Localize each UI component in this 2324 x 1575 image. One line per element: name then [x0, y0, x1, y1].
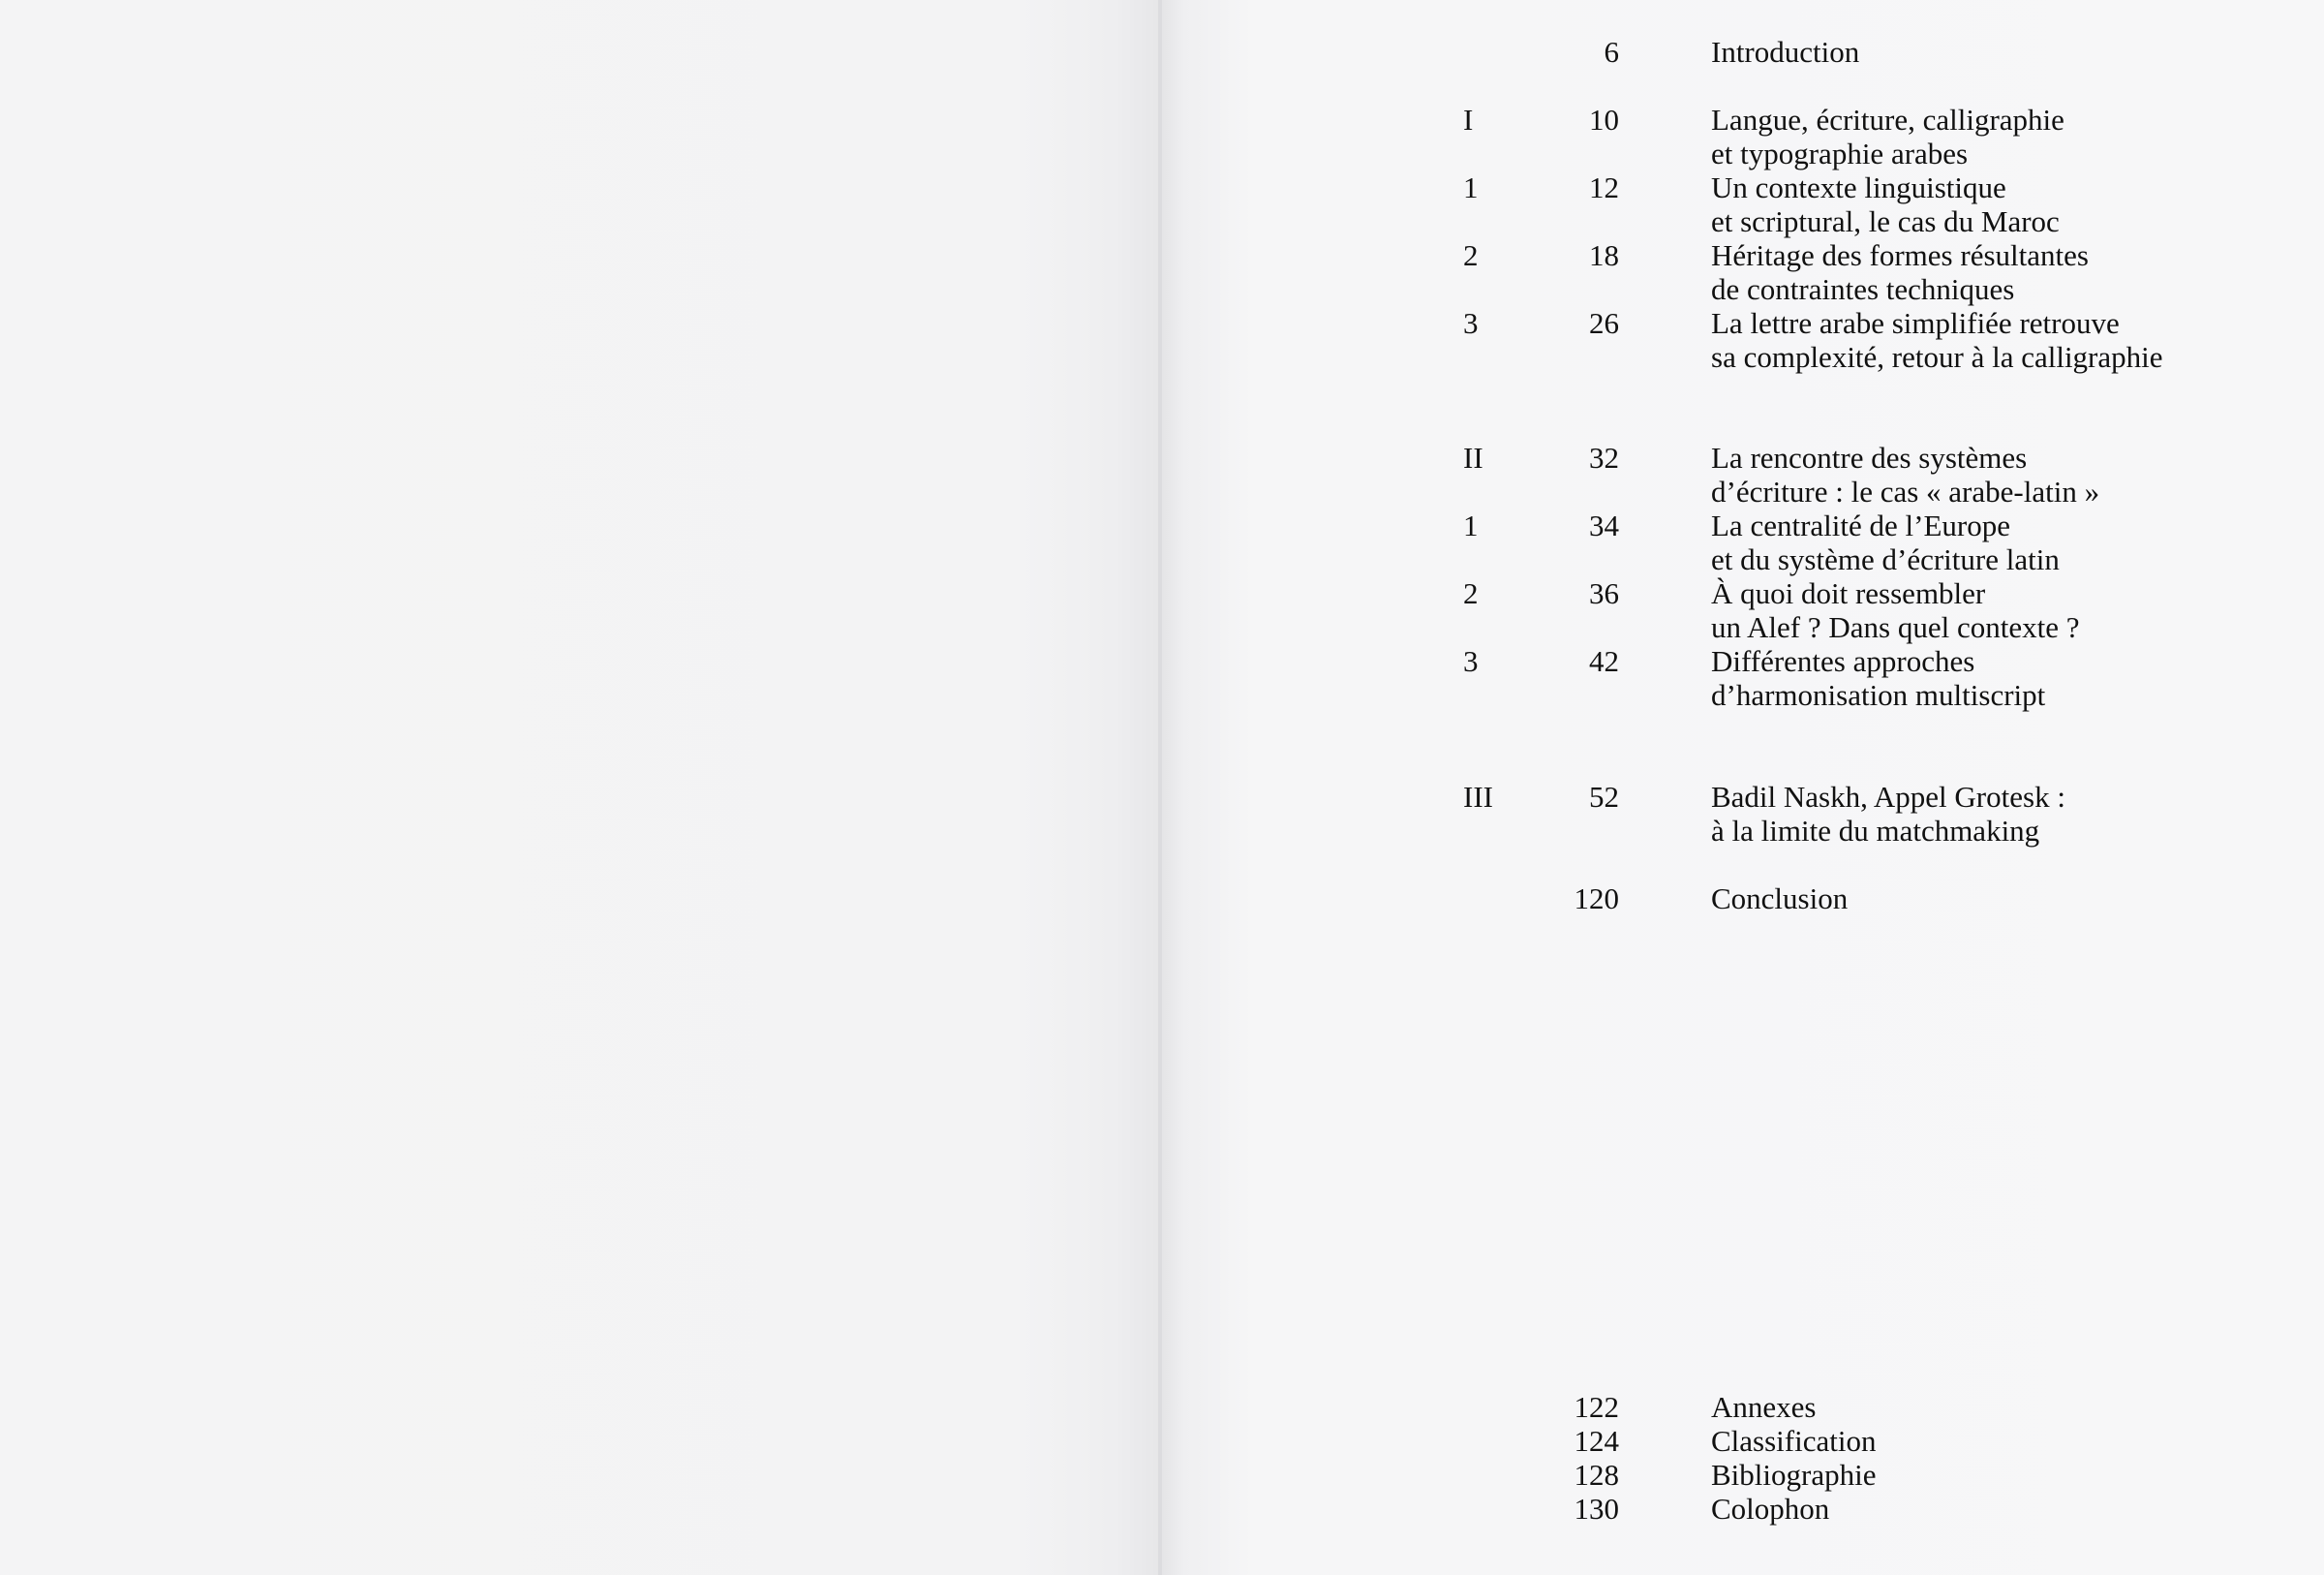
page-number: 36 — [1589, 576, 1619, 610]
title-line: La centralité de l’Europe — [1711, 509, 2010, 542]
title-line: Différentes approches — [1711, 644, 1975, 678]
chapter-title — [1711, 238, 2292, 306]
part-title — [1711, 780, 2292, 848]
chapter-number: 3 — [1463, 644, 1479, 678]
title-line: À quoi doit ressembler — [1711, 576, 1986, 610]
page-number: 26 — [1589, 306, 1619, 340]
title-line: Annexes — [1711, 1390, 1817, 1424]
page-number: 34 — [1589, 509, 1619, 542]
part-number: I — [1463, 103, 1474, 137]
title-line: de contraintes techniques — [1711, 272, 2015, 306]
title-line: à la limite du matchmaking — [1711, 814, 2040, 848]
title-line: d’harmonisation multiscript — [1711, 678, 2046, 712]
entry-title — [1711, 1458, 2292, 1492]
title-line: Introduction — [1711, 35, 1860, 69]
page-number: 12 — [1589, 170, 1619, 204]
chapter-title — [1711, 170, 2292, 238]
title-line: La rencontre des systèmes — [1711, 441, 2028, 475]
page-number: 6 — [1604, 35, 1619, 69]
title-line: La lettre arabe simplifiée retrouve — [1711, 306, 2120, 340]
chapter-title — [1711, 306, 2292, 374]
chapter-title — [1711, 509, 2292, 576]
page-number: 124 — [1574, 1424, 1619, 1458]
title-line: Classification — [1711, 1424, 1877, 1458]
page-number: 52 — [1589, 780, 1619, 814]
part-number: III — [1463, 780, 1493, 814]
part-title — [1711, 441, 2292, 509]
title-line: et typographie arabes — [1711, 137, 1969, 170]
title-line: sa complexité, retour à la calligraphie — [1711, 340, 2163, 374]
page-number: 128 — [1574, 1458, 1619, 1492]
title-line: un Alef ? Dans quel contexte ? — [1711, 610, 2080, 644]
chapter-number: 1 — [1463, 509, 1479, 542]
title-line: Badil Naskh, Appel Grotesk : — [1711, 780, 2065, 814]
chapter-title — [1711, 576, 2292, 644]
title-line: Conclusion — [1711, 881, 1849, 915]
page-number: 18 — [1589, 238, 1619, 272]
entry-title — [1711, 1492, 2292, 1526]
entry-title — [1711, 35, 2292, 69]
page-number: 122 — [1574, 1390, 1619, 1424]
entry-title — [1711, 1390, 2292, 1424]
title-line: et du système d’écriture latin — [1711, 542, 2060, 576]
chapter-number: 1 — [1463, 170, 1479, 204]
page-number: 32 — [1589, 441, 1619, 475]
title-line: d’écriture : le cas « arabe-latin » — [1711, 475, 2100, 509]
chapter-title — [1711, 644, 2292, 712]
title-line: Héritage des formes résultantes — [1711, 238, 2089, 272]
part-number: II — [1463, 441, 1483, 475]
chapter-number: 3 — [1463, 306, 1479, 340]
title-line: Langue, écriture, calligraphie — [1711, 103, 2064, 137]
page-number: 42 — [1589, 644, 1619, 678]
title-line: Colophon — [1711, 1492, 1830, 1526]
title-line: Bibliographie — [1711, 1458, 1877, 1492]
page-number: 120 — [1574, 881, 1619, 915]
entry-title — [1711, 1424, 2292, 1458]
chapter-number: 2 — [1463, 576, 1479, 610]
page-number: 10 — [1589, 103, 1619, 137]
title-line: et scriptural, le cas du Maroc — [1711, 204, 2060, 238]
part-title — [1711, 103, 2292, 170]
entry-title — [1711, 881, 2292, 915]
page-number: 130 — [1574, 1492, 1619, 1526]
chapter-number: 2 — [1463, 238, 1479, 272]
title-line: Un contexte linguistique — [1711, 170, 2006, 204]
